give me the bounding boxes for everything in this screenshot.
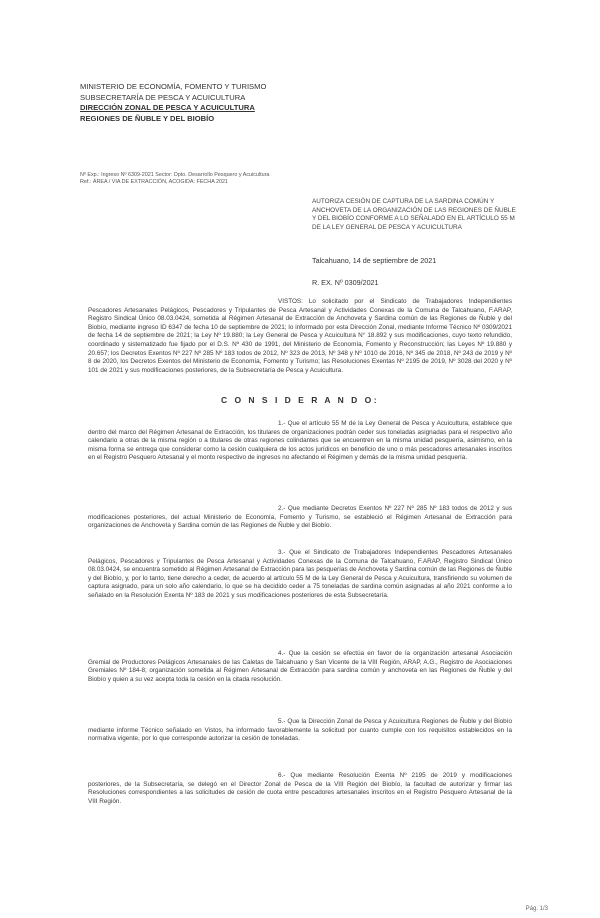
resolution-subject: AUTORIZA CESIÓN DE CAPTURA DE LA SARDINA COMÚN Y ANCHOVETA DE LA ORGANIZACIÓN DE LAS REGIONES DE ÑUBLE Y DEL BIOBÍO CONFORME A LO SEÑALADO EN EL ARTÍCULO 55 M DE LA LEY GENERAL DE PESCA Y ACUICULTURA: [312, 198, 516, 231]
considerando-heading: C O N S I D E R A N D O:: [220, 395, 380, 405]
vistos-paragraph: [88, 298, 512, 375]
reference-lines: [80, 172, 269, 186]
document-date: Talcahuano, 14 de septiembre de 2021: [312, 256, 437, 265]
considerando-text-4: 4.- Que la cesión se efectúa en favor de la organización artesanal Asociación Gremial de Productores Pelágicos Artesanales de las Caletas de Talcahuano y San Vicente de la VIII Región, ARAP, A.G., Registro de Asociaciones Gremiales Nº 184-8; organización sometida al Régimen Artesanal de Extracción para sardina común y anchoveta en las Regiones de Ñuble y del Biobío y quien a su vez acepta toda la cesión en la citada resolución.: [88, 650, 512, 683]
subsecretary-name: SUBSECRETARÍA DE PESCA Y ACUICULTURA: [80, 92, 246, 102]
page-number: Pág. 1/3: [525, 906, 548, 912]
considerando-paragraph-6: [88, 772, 512, 806]
considerando-text-6: 6.- Que mediante Resolución Exenta Nº 2195 de 2019 y modificaciones posteriores, de la Subsecretaría, se delegó en el Director Zonal de Pesca de la VIII Región del Biobío, la facultad de autorizar y firmar las Resoluciones correspondientes a las solicitudes de cesión de cuota entre pescadores artesanales inscritos en el Registro Pesquero Artesanal de la VIII Región.: [88, 772, 512, 805]
considerando-paragraph-3: [88, 549, 512, 601]
ministry-name: MINISTERIO DE ECONOMÍA, FOMENTO Y TURISMO: [80, 82, 267, 91]
considerando-text-1: 1.- Que el artículo 55 M de la Ley General de Pesca y Acuicultura, establece que dentro del marco del Régimen Artesanal de Extracción, los titulares de organizaciones podrán ceder sus toneladas asignadas para el respectivo año calendario a otras de la misma región o a titulares de otras regiones colindantes que se encuentren en la misma unidad pesquería, asimismo, en la misma forma se entrega que considerar como la cesión cualquiera de los actos jurídicos en beneficio de uno o más pescadores artesanales inscritos en el Registro Pesquero Artesanal y el monto respectivo de ingresos no afectando el Régimen y demás de la misma unidad pesquería.: [88, 420, 512, 462]
considerando-paragraph-4: [88, 650, 512, 684]
considerando-paragraph-2: [88, 505, 512, 531]
zonal-direction-name: DIRECCIÓN ZONAL DE PESCA Y ACUICULTURA: [80, 103, 255, 113]
vistos-text: VISTOS: Lo solicitado por el Sindicato de Trabajadores Independientes Pescadores Artesanales Pelágicos, Pescadores y Tripulantes de Pesca Artesanal y Actividades Conexas de la Comuna de Talcahuano, F.ARAP, Registro Sindical Único 08.03.0424, sometida al Régimen Artesanal de Extracción de Anchoveta y Sardina común de las Regiones de Ñuble y del Biobío, mediante ingreso ID 6347 de fecha 10 de septiembre de 2021; lo informado por esta Dirección Zonal, mediante Informe Técnico Nº 0309/2021 de fecha 14 de septiembre de 2021; la Ley Nº 19.880; la Ley General de Pesca y Acuicultura N° 18.892 y sus modificaciones, cuyo texto refundido, coordinado y sistematizado fue fijado por el D.S. Nº 430 de 1991, del Ministerio de Economía, Fomento y Reconstrucción; las Leyes Nº 19.880 y 20.657; los Decretos Exentos Nº 227 Nº 285 Nº 183 todos de 2012, Nº 323 de 2013, Nº 348 y Nº 1010 de 2016, Nº 345 de 2018, Nº 243 de 2019 y Nº 8 de 2020, los Decretos Exentos del Ministerio de Economía, Fomento y Turismo; las Resoluciones Exentas Nº 2195 de 2019, Nº 3028 del 2020 y Nº 101 de 2021 y sus modificaciones posteriores, de la Subsecretaría de Pesca y Acuicultura.: [88, 298, 512, 374]
resolution-number: R. EX. Nº 0309/2021: [312, 278, 379, 287]
reference-line-1: Nº Exp.: Ingreso Nº 6309-2021 Sector: Dpto. Desarrollo Pesquero y Acuicultura: [80, 172, 270, 178]
considerando-text-5: 5.- Que la Dirección Zonal de Pesca y Acuicultura Regiones de Ñuble y del Biobío mediante informe Técnico señalado en Vistos, ha informado favorablemente la solicitud por cuanto cumple con los requisitos establecidos en la normativa vigente, por lo que corresponde autorizar la cesión de toneladas.: [88, 718, 512, 743]
considerando-text-2: 2.- Que mediante Decretos Exentos Nº 227 Nº 285 Nº 183 todos de 2012 y sus modificaciones posteriores, del actual Ministerio de Economía, Fomento y Turismo, se estableció el Régimen Artesanal de Extracción para organizaciones de Anchoveta y Sardina común de las Regiones de Ñuble y del Biobío.: [88, 505, 512, 530]
ministry-header: [80, 82, 266, 124]
considerando-paragraph-1: [88, 420, 512, 463]
regions-name: REGIONES DE ÑUBLE Y DEL BIOBÍO: [80, 113, 215, 123]
reference-line-2: Ref.: ÁREA / VIA DE EXTRACCIÓN, ACOGIDA: FECHA 2021: [80, 179, 228, 186]
considerando-paragraph-5: [88, 718, 512, 744]
considerando-text-3: 3.- Que el Sindicato de Trabajadores Independientes Pescadores Artesanales Pelágicos, Pescadores y Tripulantes de Pesca Artesanal y Actividades Conexas de la Comuna de Talcahuano, F.ARAP, Registro Sindical Único 08.03.0424, se encuentra sometido al Régimen Artesanal de Extracción para las pesquerías de Anchoveta y Sardina común de las Regiones de Ñuble y del Biobío, y, por lo tanto, tiene derecho a ceder, de acuerdo al artículo 55 M de la Ley General de Pesca y Acuicultura, transfiriendo su volumen de captura asignado, para un solo año calendario, lo que se ha decidido ceder a 75 toneladas de sardina común asignadas al año 2021 conforme a lo señalado en la Resolución Exenta Nº 183 de 2021 y sus modificaciones posteriores de esta Subsecretaría.: [88, 549, 512, 599]
